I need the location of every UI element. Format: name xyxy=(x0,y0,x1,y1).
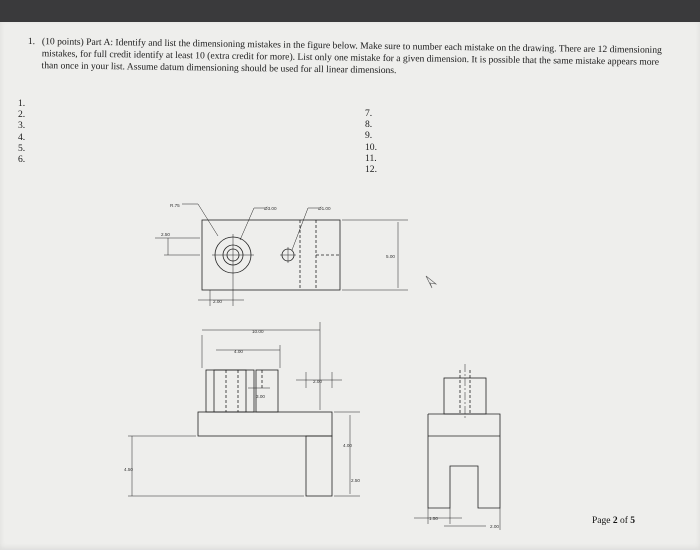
dim-label: 3.00 xyxy=(256,394,265,399)
dim-label: 4.00 xyxy=(343,443,352,448)
front-view-step xyxy=(306,436,332,496)
front-view-left-block xyxy=(206,370,254,412)
answer-item: 9. xyxy=(365,130,373,142)
dim-label: R.75 xyxy=(170,203,180,208)
dim-label: 2.50 xyxy=(351,478,360,483)
dim-label: 4.00 xyxy=(234,349,243,354)
dim-label: 5.00 xyxy=(386,254,395,259)
answer-item: 5. xyxy=(18,142,26,154)
dim-label: 2.00 xyxy=(213,299,222,304)
dim-label: 1.50 xyxy=(429,516,438,521)
answer-item: 6. xyxy=(18,154,26,166)
dim-label: 2.00 xyxy=(490,524,499,529)
answer-item: 2. xyxy=(18,109,26,121)
answer-item: 10. xyxy=(365,141,377,153)
dim-label: Ø1.00 xyxy=(318,206,331,211)
front-view-slot xyxy=(214,370,246,412)
answer-item: 4. xyxy=(18,131,26,143)
dim-label: 2.50 xyxy=(161,232,170,237)
dim-label: 2.00 xyxy=(313,379,322,384)
answer-item: 1. xyxy=(18,98,26,109)
current-page: 2 xyxy=(612,516,618,526)
total-pages: 5 xyxy=(630,516,636,526)
front-view xyxy=(128,322,360,496)
answer-item: 7. xyxy=(365,108,373,119)
page-label: Page xyxy=(592,516,613,526)
cursor-arrow-icon xyxy=(426,276,436,288)
dim-label: Ø3.00 xyxy=(264,206,277,211)
front-view-base xyxy=(198,412,332,436)
question-number: 1. xyxy=(27,36,36,48)
answer-item: 8. xyxy=(365,119,373,131)
dim-label: 10.00 xyxy=(252,329,264,334)
page-number-footer xyxy=(592,516,635,526)
question-text: (10 points) Part A: Identify and list the dimensioning mistakes in the figure below. Make sure to number each mistake on the drawing. There are 12 dimensioning mistakes, for full credit identify at least 10 (extra credit for more). List only one mistake for a given dimension. It is possible that the same mistake appears more than once in your list. Assume datum dimensioning should be used for all linear dimensions. xyxy=(41,36,662,77)
answer-item: 3. xyxy=(18,120,26,132)
front-view-middle-block xyxy=(256,370,278,412)
answer-item: 12. xyxy=(365,164,377,176)
side-view xyxy=(414,364,500,530)
page-of-label: of xyxy=(617,516,631,526)
side-view-body xyxy=(428,414,500,508)
top-view xyxy=(155,204,408,306)
leader-line xyxy=(240,208,264,240)
answer-item: 11. xyxy=(365,152,377,164)
dim-label: 4.50 xyxy=(124,467,133,472)
leader-line xyxy=(292,208,318,250)
